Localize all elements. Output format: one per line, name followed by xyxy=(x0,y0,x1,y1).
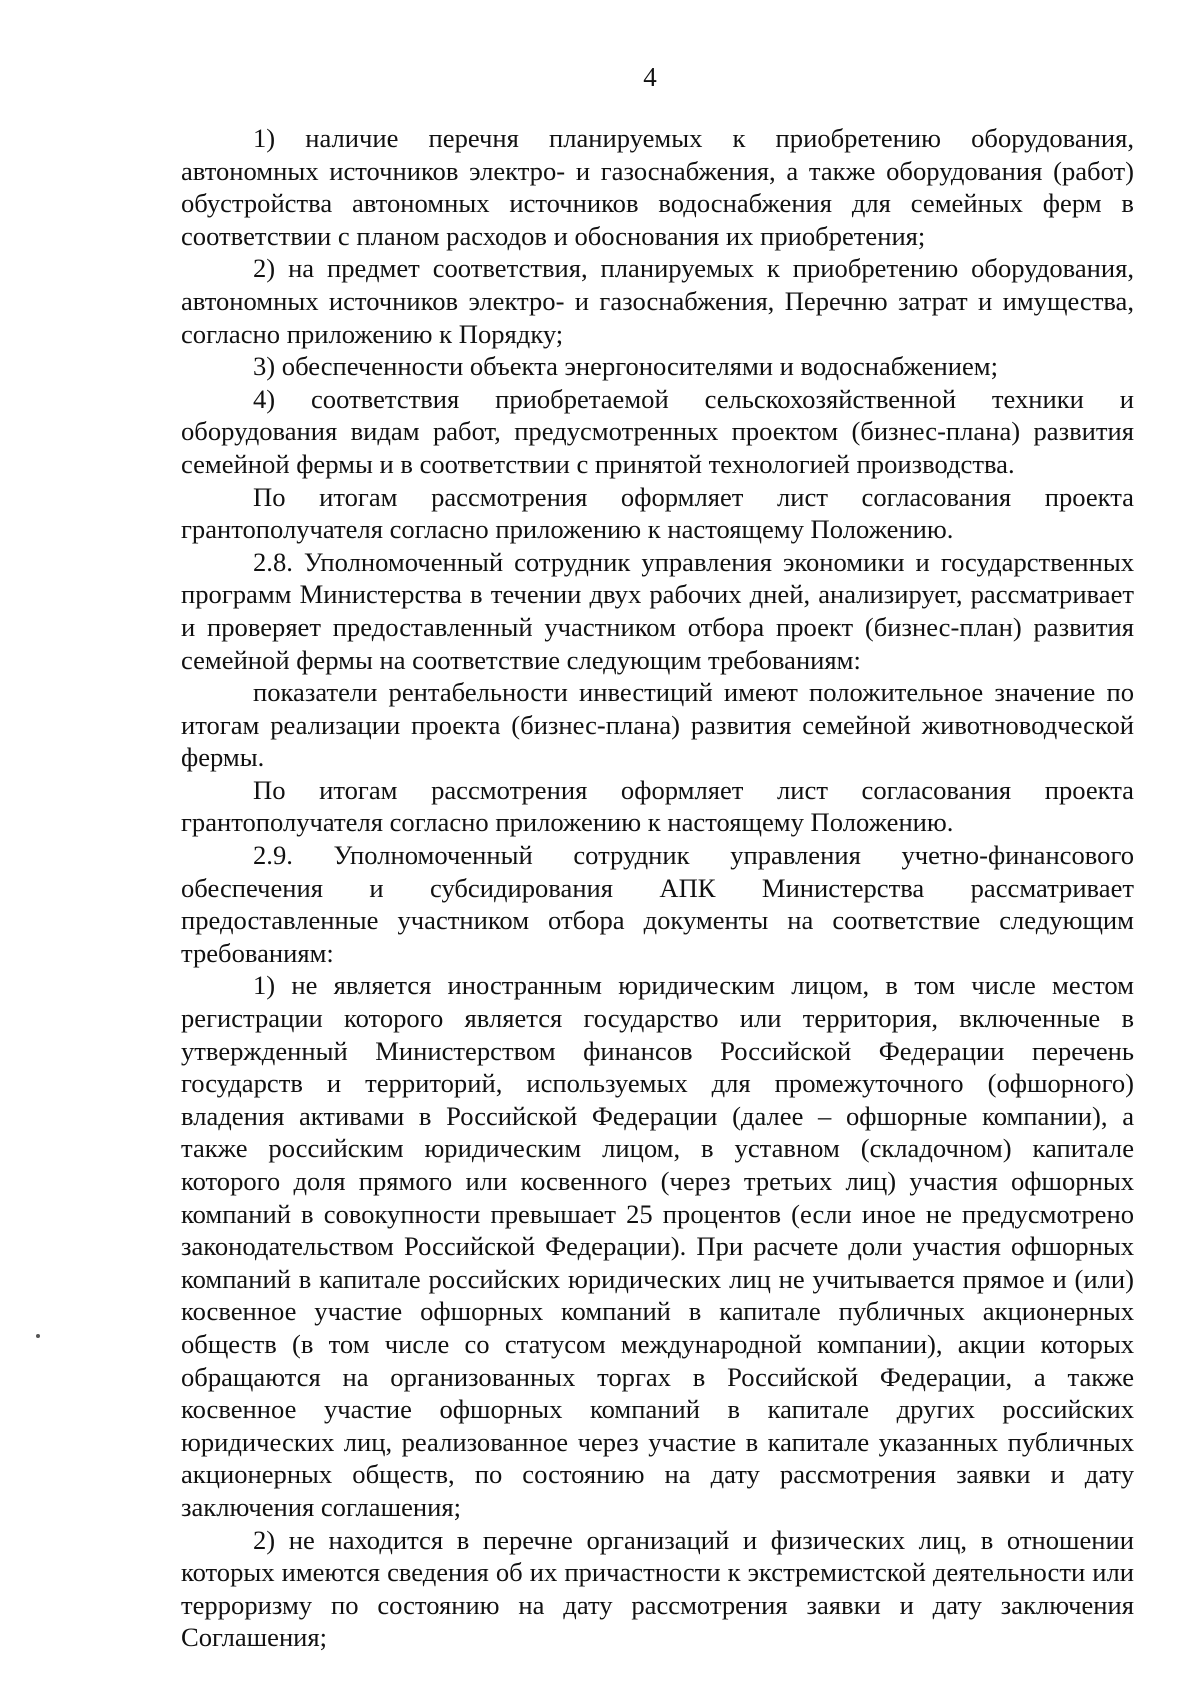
paragraph-9: 2.9. Уполномоченный сотрудник управления учетно-финансового обеспечения и субсидирования АПК Министерства рассматривает предоставленные участником отбора документы на соответствие следующим требованиям: xyxy=(181,840,1134,968)
paragraph-6: 2.8. Уполномоченный сотрудник управления экономики и государственных программ Министерства в течении двух рабочих дней, анализирует, рассматривает и проверяет предоставленный участником отбора проект (бизнес-план) развития семейной фермы на соответствие следующим требованиям: xyxy=(181,546,1134,675)
paragraph-8: По итогам рассмотрения оформляет лист согласования проекта грантополучателя согласно приложению к настоящему Положению. xyxy=(181,774,1134,838)
paragraph-4: 4) соответствия приобретаемой сельскохозяйственной техники и оборудования видам работ, предусмотренных проектом (бизнес-плана) развития семейной фермы и в соответствии с принятой технологией производства. xyxy=(181,383,1134,479)
paragraph-5: По итогам рассмотрения оформляет лист согласования проекта грантополучателя согласно приложению к настоящему Положению. xyxy=(181,481,1134,545)
scan-speck xyxy=(36,1334,40,1338)
page-number: 4 xyxy=(643,62,657,92)
paragraph-3: 3) обеспеченности объекта энергоносителями и водоснабжением; xyxy=(253,351,998,382)
paragraph-10: 1) не является иностранным юридическим лицом, в том числе местом регистрации которого является государство или территория, включенные в утвержденный Министерством финансов Российской Федерации перечень государств и территорий, используемых для промежуточного (офшорного) владения активами в Российской Федерации (далее – офшорные компании), а также российским юридическим лицом, в уставном (складочном) капитале которого доля прямого или косвенного (через третьих лиц) участия офшорных компаний в совокупности превышает 25 процентов (если иное не предусмотрено законодательством Российской Федерации). При расчете доли участия офшорных компаний в капитале российских юридических лиц не учитывается прямое и (или) косвенное участие офшорных компаний в капитале публичных акционерных обществ (в том числе со статусом международной компании), акции которых обращаются на организованных торгах в Российской Федерации, а также косвенное участие офшорных компаний в капитале других российских юридических лиц, реализованное через участие в капитале указанных публичных акционерных обществ, по состоянию на дату рассмотрения заявки и дату заключения соглашения; xyxy=(181,970,1134,1522)
document-body xyxy=(181,122,1134,1654)
paragraph-7: показатели рентабельности инвестиций имеют положительное значение по итогам реализации проекта (бизнес-плана) развития семейной животноводческой фермы. xyxy=(181,677,1134,773)
paragraph-1: 1) наличие перечня планируемых к приобретению оборудования, автономных источников электро- и газоснабжения, а также оборудования (работ) обустройства автономных источников водоснабжения для семейных ферм в соответствии с планом расходов и обоснования их приобретения; xyxy=(181,123,1134,251)
paragraph-11: 2) не находится в перечне организаций и физических лиц, в отношении которых имеются сведения об их причастности к экстремистской деятельности или терроризму по состоянию на дату рассмотрения заявки и дату заключения Соглашения; xyxy=(181,1524,1134,1653)
paragraph-2: 2) на предмет соответствия, планируемых к приобретению оборудования, автономных источников электро- и газоснабжения, Перечню затрат и имущества, согласно приложению к Порядку; xyxy=(181,253,1134,349)
